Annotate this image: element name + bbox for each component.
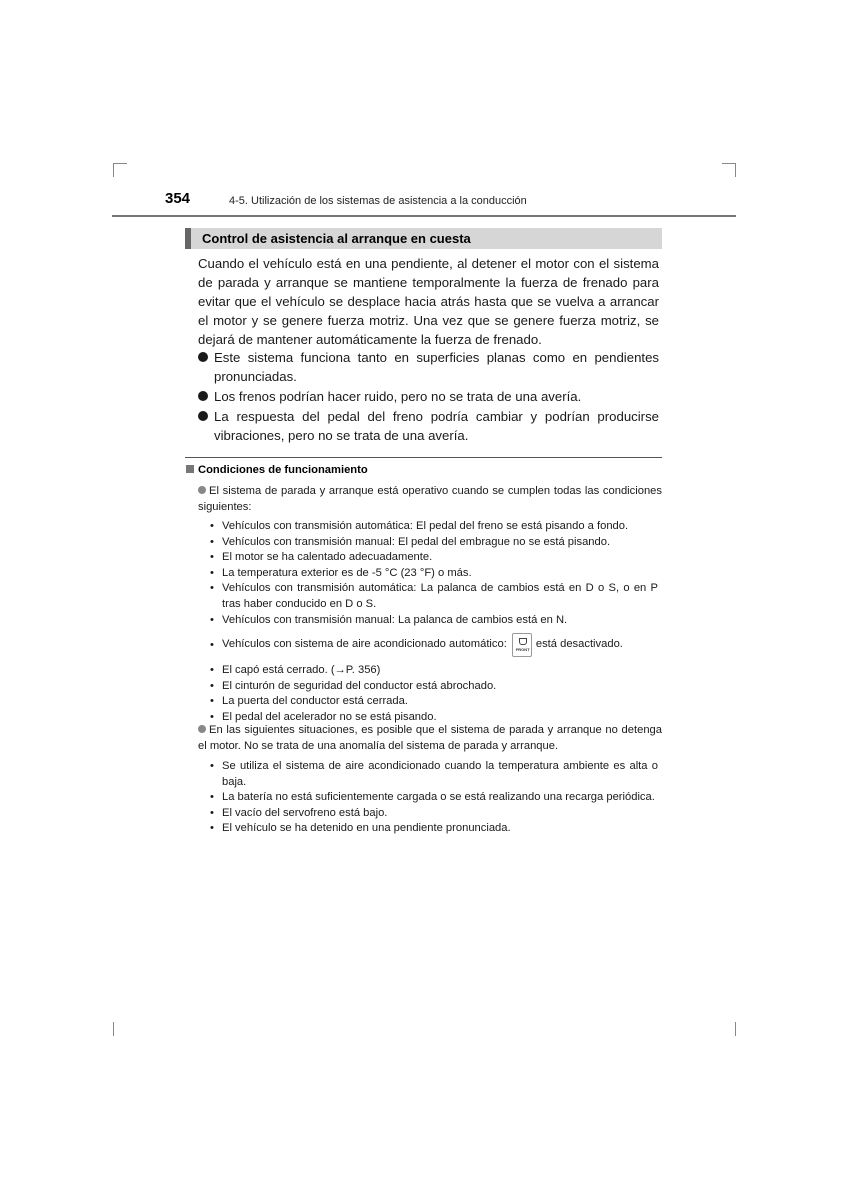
- list-item: • La puerta del conductor está cerrada.: [210, 694, 658, 710]
- crop-mark-top-left-v: [113, 163, 114, 177]
- list-item: • El vacío del servofreno está bajo.: [210, 806, 658, 822]
- bullet-icon: [198, 486, 206, 494]
- ac-button-label: FRONT: [515, 647, 530, 652]
- section-title: Control de asistencia al arranque en cuesta: [202, 231, 471, 246]
- page-number: 354: [165, 190, 191, 207]
- list-item: • La batería no está suficientemente cargada o se está realizando una recarga periódica.: [210, 790, 658, 806]
- bullet-icon: [198, 391, 208, 401]
- bullet-icon: [198, 725, 206, 733]
- header-rule: [112, 215, 736, 217]
- list-item: Este sistema funciona tanto en superficies planas como en pendientes pronunciadas.: [198, 348, 659, 386]
- list-item: • Vehículos con transmisión automática: La palanca de cambios está en D o S, o en P tras haber conducido en D o S.: [210, 581, 658, 612]
- list-item: • Vehículos con transmisión manual: El pedal del embrague no se está pisando.: [210, 535, 658, 551]
- conditions-list-a: [210, 519, 658, 628]
- list-item: • El capó está cerrado. (→P. 356): [210, 663, 658, 679]
- list-item: La respuesta del pedal del freno podría cambiar y podrían producirse vibraciones, pero no se trata de una avería.: [198, 407, 659, 445]
- square-bullet-icon: [186, 465, 194, 473]
- list-item: • La temperatura exterior es de -5 °C (23 °F) o más.: [210, 566, 658, 582]
- defroster-icon: [512, 633, 532, 657]
- crop-mark-top-right-v: [735, 163, 736, 177]
- situations-list: [210, 759, 658, 837]
- crop-mark-top-left-h: [113, 163, 127, 164]
- list-item: • El motor se ha calentado adecuadamente.: [210, 550, 658, 566]
- section-heading-bar: [185, 228, 662, 249]
- section-divider: [185, 457, 662, 458]
- conditions-list-b: [210, 663, 658, 725]
- chapter-title: 4-5. Utilización de los sistemas de asistencia a la conducción: [229, 195, 527, 207]
- list-item: Los frenos podrían hacer ruido, pero no se trata de una avería.: [198, 387, 659, 406]
- ac-condition-item: • Vehículos con sistema de aire acondicionado automático: FRONT está desactivado.: [210, 633, 670, 657]
- list-item: • El cinturón de seguridad del conductor está abrochado.: [210, 679, 658, 695]
- list-item: • Se utiliza el sistema de aire acondicionado cuando la temperatura ambiente es alta o baja.: [210, 759, 658, 790]
- list-item: • El pedal del acelerador no se está pisando.: [210, 710, 658, 726]
- crop-mark-bottom-right: [735, 1022, 736, 1036]
- crop-mark-bottom-left: [113, 1022, 114, 1036]
- conditions-heading: Condiciones de funcionamiento: [186, 464, 368, 476]
- bullet-icon: [198, 352, 208, 362]
- section-bullets: [198, 348, 659, 446]
- list-item: • Vehículos con transmisión manual: La palanca de cambios está en N.: [210, 613, 658, 629]
- situations-intro: En las siguientes situaciones, es posible que el sistema de parada y arranque no detenga el motor. No se trata de una anomalía del sistema de parada y arranque.: [198, 724, 662, 752]
- bullet-icon: [198, 411, 208, 421]
- defroster-glyph: [519, 638, 527, 645]
- conditions-intro: El sistema de parada y arranque está operativo cuando se cumplen todas las condiciones siguientes:: [198, 485, 662, 513]
- list-item: • El vehículo se ha detenido en una pendiente pronunciada.: [210, 821, 658, 837]
- crop-mark-top-right-h: [722, 163, 736, 164]
- section-intro: Cuando el vehículo está en una pendiente, al detener el motor con el sistema de parada y arranque se mantiene temporalmente la fuerza de frenado para evitar que el vehículo se desplace hacia atrás hasta que se vuelva a arrancar el motor y se genere fuerza motriz. Una vez que se genere fuerza motriz, se dejará de mantener automáticamente la fuerza de frenado.: [198, 256, 659, 347]
- list-item: • Vehículos con transmisión automática: El pedal del freno se está pisando a fondo.: [210, 519, 658, 535]
